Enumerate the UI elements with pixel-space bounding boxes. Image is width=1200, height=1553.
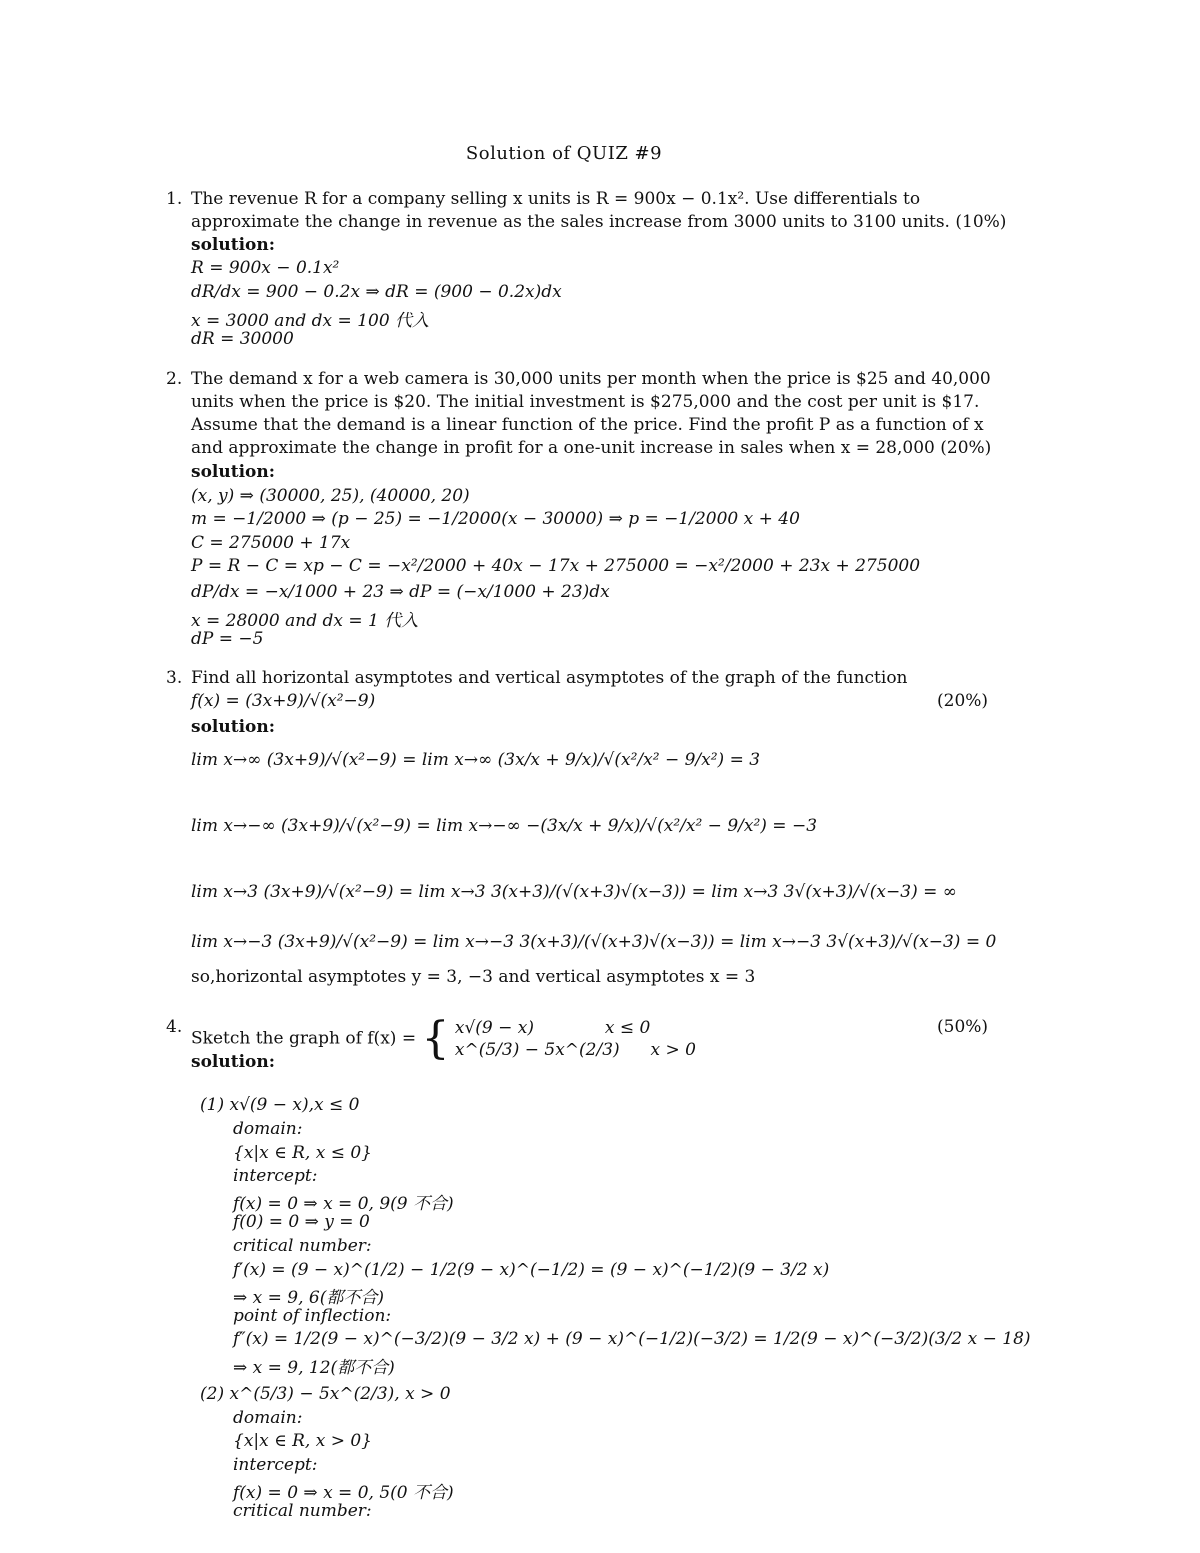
question-4-solution-label: solution: [191,1052,276,1072]
question-3-limit-4: lim x→−3 (3x+9)/√(x²−9) = lim x→−3 3(x+3)/(√(x+3)√(x−3)) = lim x→−3 3√(x+3)/√(x−3) = 0 [191,932,997,952]
question-1-step: x = 3000 and dx = 100 代入 [191,311,430,331]
case-1-cond: x ≤ 0 [604,1018,651,1038]
part-1-line: {x|x ∈ R, x ≤ 0} [233,1143,372,1163]
question-2-text-line-2: units when the price is $20. The initial investment is $275,000 and the cost per unit is $17. [191,392,980,412]
piecewise-cases [455,1017,696,1061]
part-1-line: critical number: [233,1236,372,1256]
question-3-limit-1: lim x→∞ (3x+9)/√(x²−9) = lim x→∞ (3x/x + 9/x)/√(x²/x² − 9/x²) = 3 [191,750,761,770]
question-3-solution-label: solution: [191,717,276,737]
part-1-head: (1) x√(9 − x),x ≤ 0 [200,1095,360,1115]
question-3-text: Find all horizontal asymptotes and vertical asymptotes of the graph of the function [191,668,908,688]
question-2-step: x = 28000 and dx = 1 代入 [191,611,419,631]
question-3-number: 3. [166,668,183,688]
question-4-prompt: Sketch the graph of f(x) = [191,1028,417,1049]
part-1-line: f(0) = 0 ⇒ y = 0 [233,1212,370,1232]
part-2-line: intercept: [233,1455,318,1475]
question-4-percent: (50%) [937,1017,989,1037]
part-1-line: f′(x) = (9 − x)^(1/2) − 1/2(9 − x)^(−1/2) = (9 − x)^(−1/2)(9 − 3/2 x) [233,1260,830,1280]
question-2-text-line-3: Assume that the demand is a linear function of the price. Find the profit P as a function of x [191,415,984,435]
question-1-solution-label: solution: [191,235,276,255]
part-1-line: domain: [233,1119,303,1139]
left-brace: { [421,1013,450,1064]
part-1-line: intercept: [233,1166,318,1186]
question-2-step: (x, y) ⇒ (30000, 25), (40000, 20) [191,486,470,506]
question-2-step: C = 275000 + 17x [191,533,351,553]
part-2-line: critical number: [233,1501,372,1521]
case-1-expr: x√(9 − x) [454,1018,535,1038]
question-3-conclusion: so,horizontal asymptotes y = 3, −3 and vertical asymptotes x = 3 [191,967,756,987]
part-2-line: {x|x ∈ R, x > 0} [233,1431,372,1451]
question-1-text-line-2: approximate the change in revenue as the sales increase from 3000 units to 3100 units. (10%) [191,212,1007,232]
question-1-number: 1. [166,189,183,209]
question-3-function: f(x) = (3x+9)/√(x²−9) [191,691,376,711]
question-3-limit-2: lim x→−∞ (3x+9)/√(x²−9) = lim x→−∞ −(3x/x + 9/x)/√(x²/x² − 9/x²) = −3 [191,816,818,836]
question-2-step: m = −1/2000 ⇒ (p − 25) = −1/2000(x − 30000) ⇒ p = −1/2000 x + 40 [191,509,800,529]
question-1-step: dR = 30000 [191,329,294,349]
page-title: Solution of QUIZ #9 [465,143,663,164]
question-3-limit-3: lim x→3 (3x+9)/√(x²−9) = lim x→3 3(x+3)/(√(x+3)√(x−3)) = lim x→3 3√(x+3)/√(x−3) = ∞ [191,882,957,902]
question-4-number: 4. [166,1017,183,1037]
part-1-line: ⇒ x = 9, 6(都不合) [233,1288,384,1308]
question-1-text-line-1: The revenue R for a company selling x units is R = 900x − 0.1x². Use differentials to [191,189,921,209]
part-1-line: point of inflection: [233,1306,392,1326]
question-2-text-line-4: and approximate the change in profit for a one-unit increase in sales when x = 28,000 (20%) [191,438,992,458]
question-3-percent: (20%) [937,691,989,711]
question-2-step: P = R − C = xp − C = −x²/2000 + 40x − 17x + 275000 = −x²/2000 + 23x + 275000 [191,556,921,576]
part-1-line: ⇒ x = 9, 12(都不合) [233,1358,395,1378]
question-2-step: dP/dx = −x/1000 + 23 ⇒ dP = (−x/1000 + 23)dx [191,582,610,602]
part-2-line: f(x) = 0 ⇒ x = 0, 5(0 不合) [233,1483,454,1503]
part-2-head: (2) x^(5/3) − 5x^(2/3), x > 0 [200,1384,451,1404]
question-1-step: R = 900x − 0.1x² [191,258,340,278]
case-2-expr: x^(5/3) − 5x^(2/3) [454,1040,620,1060]
part-2-line: domain: [233,1408,303,1428]
part-1-line: f(x) = 0 ⇒ x = 0, 9(9 不合) [233,1194,454,1214]
case-2-cond: x > 0 [650,1040,696,1060]
question-2-number: 2. [166,369,183,389]
question-2-solution-label: solution: [191,462,276,482]
part-1-line: f″(x) = 1/2(9 − x)^(−3/2)(9 − 3/2 x) + (9 − x)^(−1/2)(−3/2) = 1/2(9 − x)^(−3/2)(3/2 x − 18) [233,1329,1031,1349]
question-2-text-line-1: The demand x for a web camera is 30,000 units per month when the price is $25 and 40,000 [191,369,991,389]
question-1-step: dR/dx = 900 − 0.2x ⇒ dR = (900 − 0.2x)dx [191,282,562,302]
question-2-step: dP = −5 [191,629,264,649]
